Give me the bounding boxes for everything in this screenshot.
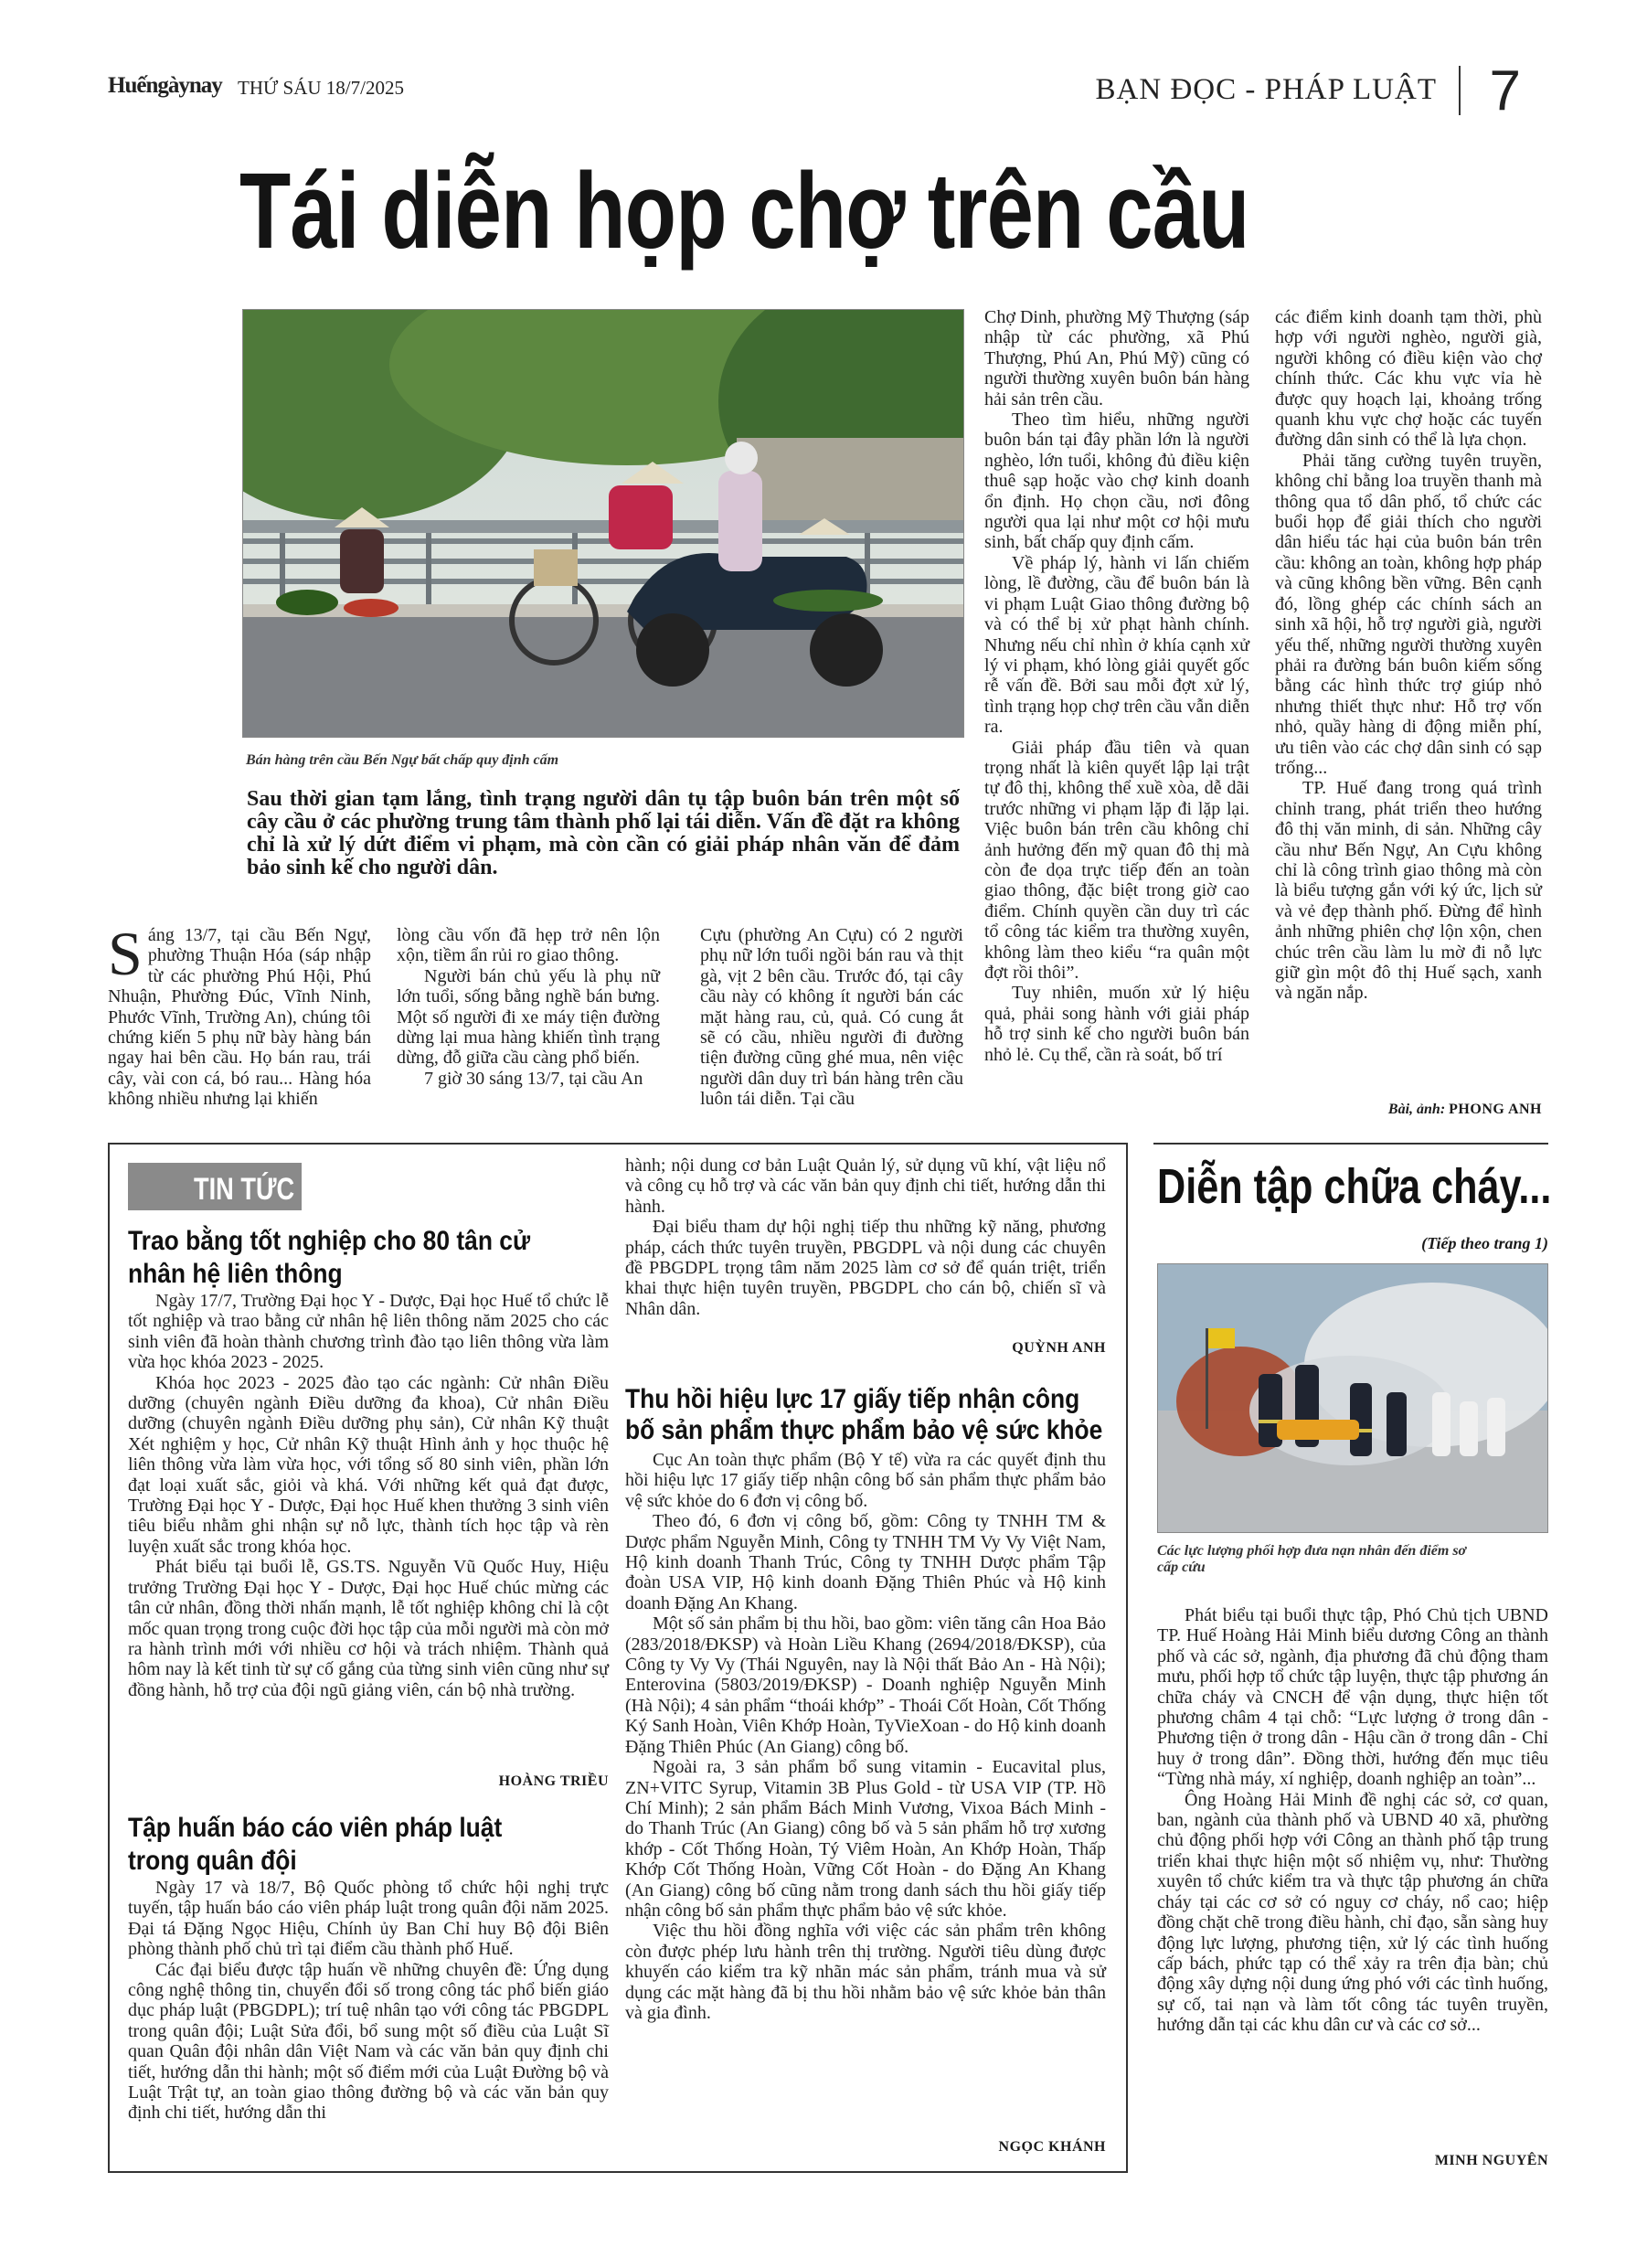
- story1-p3: Phát biểu tại buổi lễ, GS.TS. Nguyễn Vũ Quốc Huy, Hiệu trưởng Trường Đại học Y - Dược, Đại học Huế chúc mừng các tân cử nhân, đồng thời nhấn mạnh, lễ tốt nghiệp không chỉ là cột mốc quan trọng trong cuộc đời học tập của mỗi người mà còn mở ra hành trình mới với nhiều cơ hội và trách nhiệm. Thành quả hôm nay là kết tinh từ sự cố gắng của từng sinh viên cũng như sự đồng hành, hỗ trợ của đội ngũ giảng viên, cán bộ nhà trường.: [128, 1557, 609, 1700]
- story2-p4: Đại biểu tham dự hội nghị tiếp thu những kỹ năng, phương pháp, cách thức tuyên truyền, PBGDPL và nội dung các chuyên đề PBGDPL trọng tâm năm 2025 làm cơ sở để quán triệt, triển khai thực hiện tuyên truyền, PBGDPL cho cán bộ, chiến sĩ và Nhân dân.: [625, 1217, 1106, 1319]
- story2-body-left: [128, 1878, 609, 2124]
- column-1-text: áng 13/7, tại cầu Bến Ngự, phường Thuận Hóa (sáp nhập từ các phường Phú Hội, Phú Nhuận, Phường Đúc, Vĩnh Ninh, Phước Vĩnh, Trường An), chúng tôi chứng kiến 5 phụ nữ bày hàng bán ngay hai bên cầu. Họ bán rau, trái cây, vài con cá, bó rau... Hàng hóa không nhiều nhưng lại khiến: [108, 925, 371, 1110]
- story3-body: [625, 1450, 1106, 2023]
- firefighters-illustration: [1158, 1264, 1548, 1533]
- column-2-p3: 7 giờ 30 sáng 13/7, tại cầu An: [424, 1068, 643, 1089]
- story2-p1: Ngày 17 và 18/7, Bộ Quốc phòng tổ chức hội nghị trực tuyến, tập huấn báo cáo viên pháp luật trong quân đội năm 2025. Đại tá Đặng Ngọc Hiệu, Chính ủy Ban Chỉ huy Bộ đội Biên phòng thành phố chủ trì tại điểm cầu thành phố Huế.: [128, 1878, 609, 1960]
- article-column-4: [984, 307, 1249, 1065]
- news-label-text: TIN TỨC: [194, 1172, 295, 1207]
- article-column-5: [1275, 307, 1542, 1004]
- fire-drill-p2: Ông Hoàng Hải Minh đề nghị các sở, cơ quan, ban, ngành của thành phố và UBND 40 xã, phường chủ động phối hợp với Công an thành phố tập trung triển khai thực hiện một số nhiệm vụ, như: Thường xuyên tổ chức kiểm tra và thực tập phương án chữa cháy tại các cơ sở có nguy cơ cháy, nổ cao; hiệp đồng chặt chẽ trong điều hành, chỉ đạo, sẵn sàng huy động lực lượng, phương tiện, xử lý các tình huống cấp bách, phức tạp có thể xảy ra trên địa bàn; chủ động xây dựng nội dung ứng phó với các tình huống, sự cố, tai nạn và làm tốt công tác tuyên truyền, hướng dẫn tại các khu dân cư và các cơ sở...: [1157, 1789, 1548, 2036]
- story1-p2: Khóa học 2023 - 2025 đào tạo các ngành: Cử nhân Điều dưỡng (chuyên ngành Điều dưỡng đa khoa), Cử nhân Điều dưỡng (chuyên ngành Điều dưỡng phụ sản), Cử nhân Kỹ thuật Xét nghiệm y học, Cử nhân Kỹ thuật Hình ảnh y học thuộc hệ liên thông vừa làm vừa học, với tổng số 80 sinh viên, phần lớn đạt loại xuất sắc, giỏi và khá. Với những kết quả đạt được, Trường Đại học Y - Dược, Đại học Huế khen thưởng 3 sinh viên tiêu biểu nhằm ghi nhận sự nỗ lực, thành tích học tập và rèn luyện xuất sắc trong khóa học.: [128, 1372, 609, 1557]
- story3-p2: Theo đó, 6 đơn vị công bố, gồm: Công ty TNHH TM & Dược phẩm Nguyễn Minh, Công ty TNHH TM Vy Vy Việt Nam, Hộ kinh doanh Thanh Trúc, Công ty TNHH Dược phẩm Tập đoàn USA VIP, Hộ kinh doanh Đặng Thiên Phúc và Hộ kinh doanh Đặng An Khang.: [625, 1511, 1106, 1613]
- fire-drill-photo: [1157, 1263, 1548, 1533]
- story2-headline: [128, 1812, 585, 1878]
- column-3-text: Cựu (phường An Cựu) có 2 người phụ nữ lớn tuổi ngồi bán rau và thịt gà, vịt 2 bên cầu. Trước đó, tại cây cầu này có không ít người bán các mặt hàng rau, củ, quả. Có cung ắt sẽ có cầu, nhiều người đi đường tiện đường cũng ghé mua, nên việc người dân duy trì bán hàng trên cầu luôn tái diễn. Tại cầu: [700, 925, 963, 1110]
- story2-headline-text: Tập huấn báo cáo viên pháp luật trong quân đội: [128, 1813, 503, 1876]
- story3-headline: [625, 1384, 1119, 1446]
- fire-drill-p1: Phát biểu tại buổi thực tập, Phó Chủ tịch UBND TP. Huế Hoàng Hải Minh biểu dương Công an thành phố và các sở, ngành, địa phương đã chủ động tham mưu, phối hợp tổ chức tập luyện, thực tập phương án chữa cháy và CNCH để vận dụng, thực hiện tốt phương châm 4 tại chỗ: “Lực lượng ở trong dân - Phương tiện ở trong dân - Hậu cần ở trong dân - Chỉ huy ở trong dân”. Đồng thời, hướng đến mục tiêu “Từng nhà máy, xí nghiệp, doanh nghiệp an toàn”...: [1157, 1605, 1548, 1790]
- article-column-2: [397, 925, 660, 1089]
- main-article-byline: [1275, 1102, 1542, 1118]
- page-number: 7: [1489, 59, 1521, 122]
- drop-cap: S: [108, 919, 143, 988]
- fire-drill-headline: Diễn tập chữa cháy...: [1157, 1159, 1552, 1214]
- story3-headline-text: Thu hồi hiệu lực 17 giấy tiếp nhận công bố sản phẩm thực phẩm bảo vệ sức khỏe: [625, 1384, 1103, 1445]
- fire-drill-top-rule: [1153, 1143, 1548, 1145]
- column-4-p2: Theo tìm hiểu, những người buôn bán tại đây phần lớn là người nghèo, lớn tuổi, không đủ điều kiện thuê sạp hoặc vào chợ kinh doanh ổn định. Họ chọn cầu, nơi đông người qua lại như một cơ hội mưu sinh, bất chấp quy định cấm.: [984, 410, 1249, 553]
- story1-p1: Ngày 17/7, Trường Đại học Y - Dược, Đại học Huế tổ chức lễ tốt nghiệp và trao bằng cử nhân hệ liên thông năm 2025 cho các sinh viên đã hoàn thành chương trình đào tạo liên thông vừa làm vừa học khóa 2023 - 2025.: [128, 1291, 609, 1373]
- main-photo-caption: Bán hàng trên cầu Bến Ngự bất chấp quy định cấm: [246, 752, 559, 768]
- column-4-p5: Tuy nhiên, muốn xử lý hiệu quả, phải song hành với giải pháp hỗ trợ sinh kế cho người buôn bán nhỏ lẻ. Cụ thể, cần rà soát, bố trí: [984, 983, 1249, 1065]
- page-header: [108, 59, 1548, 122]
- street-vendors-illustration: [243, 310, 964, 738]
- story3-byline: NGỌC KHÁNH: [998, 2139, 1106, 2155]
- story2-body-right: [625, 1155, 1106, 1319]
- column-4-p3: Về pháp lý, hành vi lấn chiếm lòng, lề đường, cầu để buôn bán là vi phạm Luật Giao thông đường bộ và có thể bị xử phạt hành chính. Nhưng nếu chỉ nhìn ở khía cạnh xử lý vi phạm, khó lòng giải quyết gốc rễ vấn đề. Bởi sau mỗi đợt xử lý, tình trạng họp chợ trên cầu vẫn diễn ra.: [984, 552, 1249, 738]
- article-column-3: [700, 925, 963, 1110]
- column-5-p2: Phải tăng cường tuyên truyền, không chỉ bằng loa truyền thanh mà thông qua tổ dân phố, tổ chức các buổi họp để giải thích cho người dân hiểu tác hại của buôn bán trên cầu: không an toàn, không hợp pháp và cũng không bền vững. Bên cạnh đó, lồng ghép các chính sách an sinh xã hội, hỗ trợ người già, người yếu thế, những người thường xuyên phải ra đường bán buôn kiếm sống bằng các hình thức trợ giúp nhỏ nhưng thiết thực như: Hỗ trợ vốn nhỏ, quầy hàng di động miễn phí, ưu tiên vào các chợ dân sinh có sạp trống...: [1275, 450, 1542, 778]
- byline-author: PHONG ANH: [1449, 1102, 1542, 1117]
- main-headline: Tái diễn họp chợ trên cầu: [239, 151, 1249, 272]
- column-4-p4: Giải pháp đầu tiên và quan trọng nhất là kiên quyết lập lại trật tự đô thị, không thể xuề xòa, dễ dãi trước những vi phạm lặp đi lặp lại. Việc buôn bán trên cầu không chỉ ảnh hưởng đến mỹ quan đô thị mà còn đe dọa trực tiếp đến an toàn giao thông, đặc biệt trong giờ cao điểm. Chính quyền cần duy trì các tổ công tác kiểm tra thường xuyên, không làm theo kiểu “ra quân một đợt rồi thôi”.: [984, 737, 1249, 983]
- story3-p1: Cục An toàn thực phẩm (Bộ Y tế) vừa ra các quyết định thu hồi hiệu lực 17 giấy tiếp nhận công bố sản phẩm thực phẩm bảo vệ sức khỏe do 6 đơn vị công bố.: [625, 1450, 1106, 1511]
- story2-p2: Các đại biểu được tập huấn về những chuyên đề: Ứng dụng công nghệ thông tin, chuyển đổi số trong công tác phổ biến giáo dục pháp luật (PBGDPL); trí tuệ nhân tạo với công tác PBGDPL trong quân đội; Luật Sửa đổi, bổ sung một số điều của Luật Sĩ quan Quân đội nhân dân Việt Nam và các văn bản quy định chi tiết, hướng dẫn thi hành; một số điểm mới của Luật Đường bộ và Luật Trật tự, an toàn giao thông đường bộ và các văn bản quy định chi tiết, hướng dẫn thi: [128, 1959, 609, 2124]
- fire-drill-byline: MINH NGUYÊN: [1434, 2153, 1548, 2168]
- story1-byline: HOÀNG TRIỀU: [498, 1773, 609, 1789]
- story1-headline-text: Trao bằng tốt nghiệp cho 80 tân cử nhân hệ liên thông: [128, 1226, 531, 1289]
- article-column-1: [108, 919, 371, 1110]
- column-4-p1: Chợ Dinh, phường Mỹ Thượng (sáp nhập từ các phường, xã Phú Thượng, Phú An, Phú Mỹ) cũng có người thường xuyên buôn bán hàng hải sản trên cầu.: [984, 307, 1249, 410]
- story1-headline: [128, 1225, 585, 1291]
- issue-date: THỨ SÁU 18/7/2025: [238, 77, 404, 99]
- column-2-p2: Người bán chủ yếu là phụ nữ lớn tuổi, sống bằng nghề bán bưng. Một số người đi xe máy tiện đường dừng lại mua hàng khiến tình trạng dừng, đỗ giữa cầu càng phổ biến.: [397, 965, 660, 1069]
- story2-byline: QUỲNH ANH: [1012, 1340, 1106, 1356]
- story1-body: [128, 1291, 609, 1700]
- story3-p5: Việc thu hồi đồng nghĩa với việc các sản phẩm trên không còn được phép lưu hành trên thị trường. Người tiêu dùng được khuyến cáo kiểm tra kỹ nhãn mác sản phẩm, tránh mua và sử dụng các mặt hàng đã bị thu hồi nhằm bảo vệ sức khỏe bản thân và gia đình.: [625, 1921, 1106, 2023]
- fire-drill-body: [1157, 1605, 1548, 2036]
- column-5-p1: các điểm kinh doanh tạm thời, phù hợp với người nghèo, người già, người không có điều kiện vào chợ chính thức. Các khu vực vỉa hè được quy hoạch lại, khoảng trống quanh khu vực chợ hoặc các tuyến đường dân sinh có thể là lựa chọn.: [1275, 307, 1542, 451]
- story2-p3: hành; nội dung cơ bản Luật Quản lý, sử dụng vũ khí, vật liệu nổ và công cụ hỗ trợ và các văn bản quy định chi tiết, hướng dẫn thi hành.: [625, 1155, 1106, 1217]
- fire-drill-photo-caption: Các lực lượng phối hợp đưa nạn nhân đến điểm sơ cấp cứu: [1157, 1543, 1467, 1575]
- story3-p3: Một số sản phẩm bị thu hồi, bao gồm: viên tăng cân Hoa Bảo (283/2018/ĐKSP) và Hoàn Liều Khang (2694/2018/ĐKSP), của Công ty Vy Vy (Thái Nguyên, nay là Nội thất Bảo An - Hà Nội); Enterovina (5803/2019/ĐKSP) - Doanh nghiệp Nguyễn Minh (Hà Nội); 4 sản phẩm “thoái khớp” - Thoái Cốt Hoàn, Cốt Thống Ký Sanh Hoàn, Viên Khớp Hoàn, TyVieXoan - do Hộ kinh doanh Đặng Thiên Phúc (An Giang) công bố.: [625, 1613, 1106, 1757]
- fire-drill-continued: (Tiếp theo trang 1): [1421, 1234, 1548, 1252]
- column-5-p3: TP. Huế đang trong quá trình chỉnh trang, phát triển theo hướng đô thị văn minh, di sản. Những cây cầu như Bến Ngự, An Cựu không chỉ là công trình giao thông mà còn là biểu tượng gắn với ký ức, lịch sử và vẻ đẹp thành phố. Đừng để hình ảnh những phiên chợ lộn xộn, chen chúc trên cầu làm lu mờ đi nỗ lực giữ gìn một đô thị Huế sạch, xanh và ngăn nắp.: [1275, 778, 1542, 1004]
- column-2-p1: lòng cầu vốn đã hẹp trở nên lộn xộn, tiềm ẩn rủi ro giao thông.: [397, 925, 660, 966]
- news-section-label: [128, 1163, 302, 1210]
- header-divider: [1459, 66, 1461, 115]
- section-title: BẠN ĐỌC - PHÁP LUẬT: [1095, 73, 1437, 106]
- byline-prefix: Bài, ảnh:: [1387, 1102, 1446, 1117]
- market-bridge-photo: [242, 309, 964, 738]
- story3-p4: Ngoài ra, 3 sản phẩm bổ sung vitamin - Eucavital plus, ZN+VITC Syrup, Vitamin 3B Plus Gold - từ USA VIP (TP. Hồ Chí Minh); 2 sản phẩm Bách Minh Vương, Vixoa Bách Minh - do Thanh Trúc (An Giang) công bố và 5 sản phẩm hỗ trợ xương khớp - Cốt Thống Hoàn, Tý Viêm Hoàn, An Khớp Hoàn, Thấp Khớp Cốt Thống Hoàn, Vững Cốt Hoàn - do Đặng An Khang (An Giang) công bố cũng nằm trong danh sách thu hồi giấy tiếp nhận công bố sản phẩm thực phẩm bảo vệ sức khỏe.: [625, 1757, 1106, 1921]
- masthead-logo: Huếngàynay: [108, 73, 222, 98]
- lead-paragraph: Sau thời gian tạm lắng, tình trạng người dân tụ tập buôn bán trên một số cây cầu ở các phường trung tâm thành phố lại tái diễn. Vấn đề đặt ra không chỉ là xử lý dứt điểm vi phạm, mà còn cần có giải pháp nhân văn để đảm bảo sinh kế cho người dân.: [247, 787, 960, 879]
